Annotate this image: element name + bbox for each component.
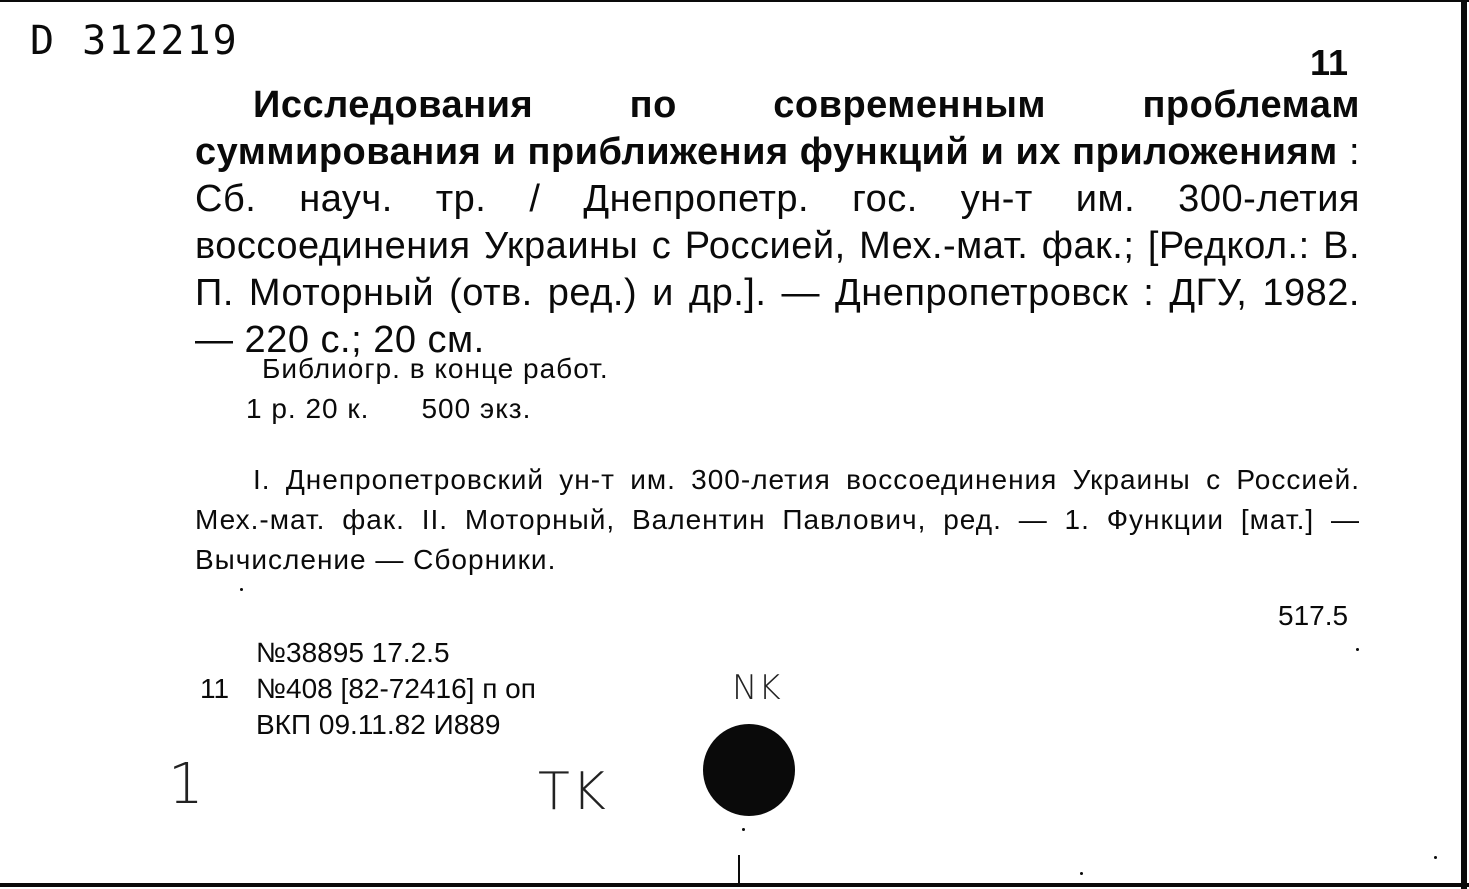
accession-block bbox=[200, 635, 536, 743]
bibliography-note: Библиогр. в конце работ. bbox=[262, 353, 609, 384]
page-number: 11 bbox=[1310, 42, 1349, 83]
bottom-tick-mark bbox=[738, 855, 740, 883]
accession-line-3: ВКП 09.11.82 И889 bbox=[256, 709, 501, 740]
notes-block bbox=[246, 349, 609, 429]
tracings bbox=[195, 460, 1360, 580]
price: 1 р. 20 к. bbox=[246, 393, 370, 424]
speck bbox=[1080, 872, 1083, 875]
speck bbox=[742, 828, 745, 831]
accession-prefix: 11 bbox=[200, 673, 230, 704]
card-top-edge bbox=[0, 0, 1469, 2]
call-number: D 312219 bbox=[30, 18, 239, 64]
publication-details: : Сб. науч. тр. / Днепропетр. гос. ун-т им. 300-летия воссоединения Украины с Россией, Мех.-мат. фак.; [Редкол.: В. П. Моторный (отв. ред.) и др.]. — Днепропетровск : ДГУ, 1982. — 220 с.; 20 см. bbox=[195, 131, 1360, 361]
speck bbox=[240, 588, 243, 591]
handwritten-tk: TK bbox=[538, 762, 608, 822]
handwritten-one: 1 bbox=[168, 752, 204, 817]
accession-line-1: №38895 17.2.5 bbox=[256, 637, 450, 668]
tracings-text: I. Днепропетровский ун-т им. 300-летия воссоединения Украины с Россией. Мех.-мат. фак. II. Моторный, Валентин Павлович, ред. — 1. Функции [мат.] — Вычисление — Сборники. bbox=[195, 464, 1360, 575]
card-right-edge bbox=[1461, 0, 1467, 889]
handwritten-nk: NK bbox=[732, 668, 782, 708]
speck bbox=[1434, 856, 1437, 859]
price-line bbox=[246, 389, 609, 429]
speck bbox=[1356, 648, 1359, 651]
classification-number: 517.5 bbox=[1278, 600, 1349, 631]
copies: 500 экз. bbox=[421, 393, 532, 424]
title: Исследования по современным проблемам суммирования и приближения функций и их приложениям bbox=[195, 84, 1360, 173]
bibliographic-description bbox=[195, 82, 1360, 364]
card-bottom-edge bbox=[0, 883, 1469, 887]
accession-line-2: №408 [82-72416] п оп bbox=[256, 673, 536, 704]
punch-hole-marker bbox=[703, 724, 795, 816]
